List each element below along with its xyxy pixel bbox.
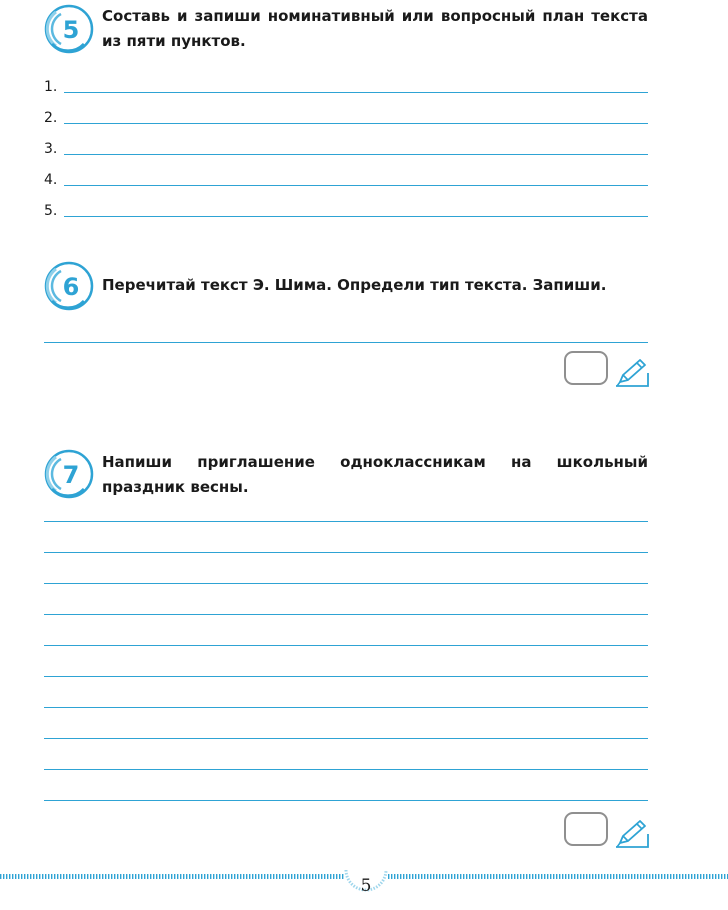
plan-item-number: 3. <box>44 141 58 157</box>
footer-divider-left <box>0 874 344 879</box>
plan-item-number: 4. <box>44 172 58 188</box>
answer-line[interactable] <box>44 614 648 615</box>
task-instruction: Перечитай текст Э. Шима. Определи тип текста. Запиши. <box>102 276 607 294</box>
plan-item-number: 2. <box>44 110 58 126</box>
answer-line[interactable] <box>64 185 648 186</box>
answer-line[interactable] <box>44 583 648 584</box>
pencil-self-check-icon <box>614 817 650 851</box>
task-instruction: Напиши приглашение одноклассникам на школьный праздник весны. <box>102 453 648 496</box>
footer-divider-right <box>388 874 728 879</box>
task-number: 6 <box>62 273 80 301</box>
answer-line[interactable] <box>44 800 648 801</box>
answer-line[interactable] <box>64 216 648 217</box>
answer-line[interactable] <box>44 769 648 770</box>
answer-line[interactable] <box>44 645 648 646</box>
plan-item-number: 5. <box>44 203 58 219</box>
answer-line[interactable] <box>44 521 648 522</box>
task-instruction: Составь и запиши номинативный или вопросный план текста из пяти пунктов. <box>102 7 648 50</box>
answer-line[interactable] <box>44 342 648 343</box>
task-number-badge-icon <box>44 261 94 311</box>
answer-line[interactable] <box>44 738 648 739</box>
answer-line[interactable] <box>64 154 648 155</box>
grade-box[interactable] <box>564 351 608 385</box>
answer-line[interactable] <box>44 707 648 708</box>
pencil-self-check-icon <box>614 356 650 390</box>
plan-item-number: 1. <box>44 79 58 95</box>
answer-line[interactable] <box>44 552 648 553</box>
task-number: 7 <box>62 461 80 489</box>
task-number: 5 <box>62 16 80 44</box>
answer-line[interactable] <box>64 123 648 124</box>
grade-box[interactable] <box>564 812 608 846</box>
task-number-badge-icon <box>44 4 94 54</box>
answer-line[interactable] <box>44 676 648 677</box>
answer-line[interactable] <box>64 92 648 93</box>
task-number-badge-icon <box>44 449 94 499</box>
page-number: 5 <box>360 876 372 896</box>
